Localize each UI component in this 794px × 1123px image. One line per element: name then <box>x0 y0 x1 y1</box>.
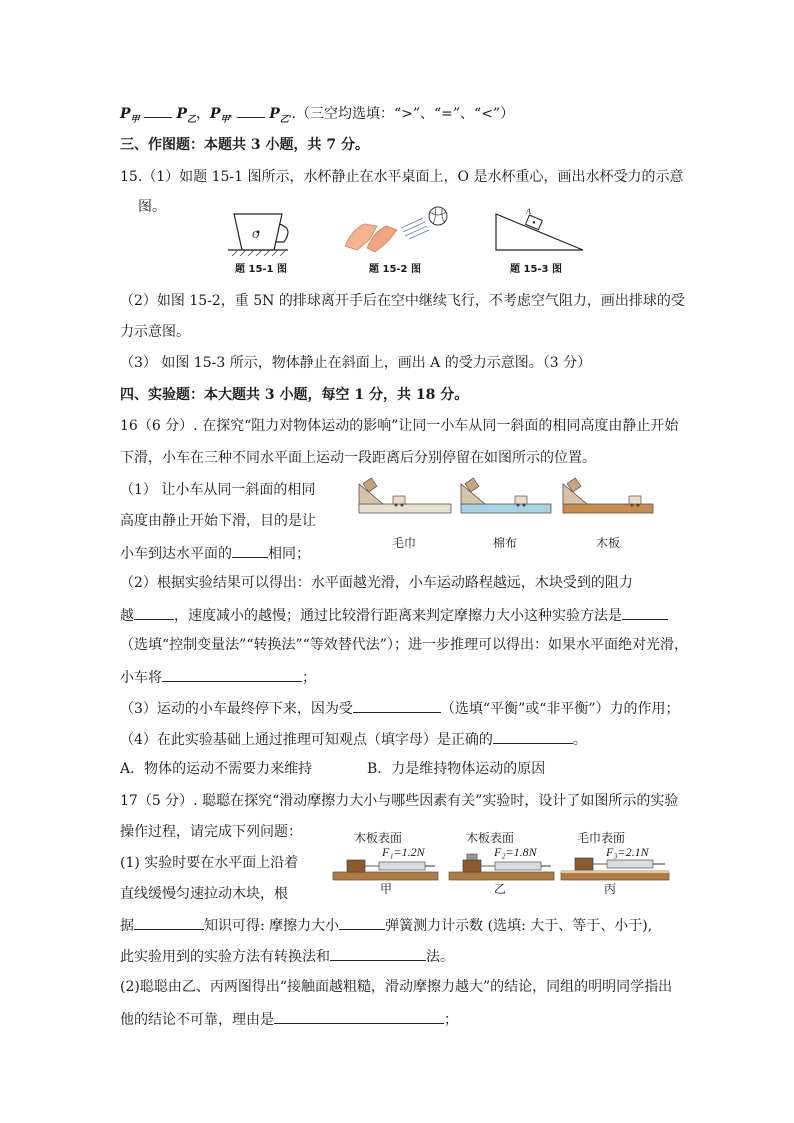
q16-p2-line4 <box>120 667 316 687</box>
center-of-gravity-label: O <box>252 230 260 241</box>
setup-2-force: F₂=1.8N <box>494 845 537 859</box>
fig-15-2-caption: 题 15-2 图 <box>369 264 421 275</box>
pressure-symbol: P <box>120 106 131 122</box>
block-a-label: A <box>526 207 531 216</box>
setup-2-surface: 木板表面 <box>466 831 515 845</box>
q15-part2-line2: 力示意图。 <box>120 324 190 340</box>
surface-label-towel: 毛巾 <box>392 536 417 550</box>
text: 他的结论不可靠，理由是 <box>120 1012 274 1028</box>
setup-3-surface: 毛巾表面 <box>577 831 626 845</box>
text: 据 <box>120 918 134 934</box>
q15-part3-line: （3） 如图 15-3 所示，物体静止在斜面上，画出 A 的受力示意图。（3 分） <box>120 355 592 371</box>
q17-p2-line1: (2)聪聪由乙、丙两图得出“接触面越粗糙，滑动摩擦力越大”的结论，同组的明明同学指出 <box>120 979 673 995</box>
separator: ， <box>196 106 210 122</box>
comparison-line <box>120 103 514 129</box>
text: 弹簧测力计示数 (选填: 大于、等于、小于), <box>385 918 653 934</box>
volleyball-figure <box>343 206 463 256</box>
q17-p1-line1: (1) 实验时要在水平面上沿着 <box>120 855 299 871</box>
surface-label-wood: 木板 <box>596 536 621 550</box>
q17-p1-line3 <box>120 915 652 935</box>
q17-p1-line2: 直线缓慢匀速拉动木块，根 <box>120 886 288 902</box>
setup-3-force: F₃=2.1N <box>606 845 649 859</box>
q16-option-a: A．物体的运动不需要力来维持 <box>120 761 313 777</box>
q17-p2-line2 <box>120 1009 458 1029</box>
surface-label-cotton: 棉布 <box>493 536 518 550</box>
answer-blank[interactable] <box>622 605 668 620</box>
text: 此实验用到的实验方法有转换法和 <box>120 949 330 965</box>
text: 。 <box>572 732 587 748</box>
subscript: 乙' <box>279 114 292 125</box>
text: 小车将 <box>120 670 162 686</box>
q17-intro-line2: 操作过程，请完成下列问题： <box>120 824 302 840</box>
text: 越 <box>120 608 134 624</box>
setup-2-name: 乙 <box>494 882 507 896</box>
q16-option-b: B．力是维持物体运动的原因 <box>367 761 546 777</box>
section-4-title: 四、实验题：本大题共 3 小题，每空 1 分，共 18 分。 <box>120 387 469 403</box>
text: ； <box>444 1012 458 1028</box>
subscript: 甲' <box>220 114 233 125</box>
text: ，速度减小的越慢；通过比较滑行距离来判定摩擦力大小这种实验方法是 <box>174 608 622 624</box>
setup-1-apparatus <box>333 860 438 880</box>
q16-p4-line <box>120 729 587 749</box>
setup-3-name: 丙 <box>604 882 617 896</box>
text: 法。 <box>426 949 454 965</box>
q16-p1-line1: （1） 让小车从同一斜面的相同 <box>120 482 316 498</box>
ramp-towel <box>359 478 451 513</box>
answer-blank[interactable] <box>144 103 172 118</box>
setup-1-name: 甲 <box>380 882 393 896</box>
text: （4）在此实验基础上通过推理可知观点（填字母）是正确的 <box>120 732 493 748</box>
answer-blank[interactable] <box>232 543 268 558</box>
q16-p2-line2 <box>120 605 668 625</box>
answer-blank[interactable] <box>330 946 426 961</box>
q16-p1-line3 <box>120 543 310 563</box>
setup-1-force: F₁=1.2N <box>382 845 425 859</box>
q17-intro-line1: 17（5 分）. 聪聪在探究“滑动摩擦力大小与哪些因素有关”实验时，设计了如图所示的实验 <box>120 793 679 809</box>
text: 小车到达水平面的 <box>120 546 232 562</box>
setup-3-apparatus <box>561 858 669 880</box>
ramp-cotton <box>461 478 551 513</box>
q16-p1-line2: 高度由静止开始下滑，目的是让 <box>120 513 316 529</box>
text: （3）运动的小车最终停下来，因为受 <box>120 701 353 717</box>
text: 相同； <box>268 546 310 562</box>
text: ； <box>302 670 316 686</box>
q17-p1-line4 <box>120 946 454 966</box>
answer-blank[interactable] <box>134 915 204 930</box>
setup-1-surface: 木板表面 <box>354 831 403 845</box>
q16-p2-line3: （选填“控制变量法”“转换法”“等效替代法”）；进一步推理可以得出：如果水平面绝对光滑， <box>120 637 688 653</box>
answer-blank[interactable] <box>134 605 174 620</box>
answer-blank[interactable] <box>339 915 385 930</box>
pressure-symbol: P <box>269 106 280 122</box>
incline-figure <box>491 212 586 257</box>
answer-blank[interactable] <box>162 667 302 682</box>
q16-intro-line2: 下滑，小车在三种不同水平面上运动一段距离后分别停留在如图所示的位置。 <box>120 450 596 466</box>
q16-p2-line1: （2）根据实验结果可以得出：水平面越光滑，小车运动路程越远，木块受到的阻力 <box>120 575 633 591</box>
q16-intro-line1: 16（6 分）. 在探究“阻力对物体运动的影响”让同一小车从同一斜面的相同高度由静止开始 <box>120 418 679 434</box>
pressure-symbol: P <box>210 106 221 122</box>
ramp-wood <box>563 478 653 513</box>
setup-2-apparatus <box>449 854 554 880</box>
q15-part1-line1: 15.（1）如题 15-1 图所示，水杯静止在水平桌面上，O 是水杯重心，画出水杯受力的示意 <box>120 169 684 185</box>
answer-blank[interactable] <box>237 103 265 118</box>
text: 知识可得: 摩擦力大小 <box>204 918 340 934</box>
text: （选填“平衡”或“非平衡”）力的作用； <box>440 701 680 717</box>
section-3-title: 三、作图题：本题共 3 小题，共 7 分。 <box>120 137 369 153</box>
q15-part2-line1: （2）如图 15-2，重 5N 的排球离开手后在空中继续飞行，不考虑空气阻力，画出排球的受 <box>120 293 685 309</box>
instruction: .（三空均选填：“>”、“=”、“<”） <box>291 106 515 122</box>
ramps-figure <box>357 474 657 522</box>
answer-blank[interactable] <box>353 698 441 713</box>
answer-blank[interactable] <box>274 1009 444 1024</box>
fig-15-1-caption: 题 15-1 图 <box>235 264 287 275</box>
subscript: 乙 <box>186 114 196 125</box>
friction-setups-figure <box>333 852 673 882</box>
q16-p3-line <box>120 698 680 718</box>
subscript: 甲 <box>130 114 140 125</box>
fig-15-3-caption: 题 15-3 图 <box>510 264 562 275</box>
pressure-symbol: P <box>176 106 187 122</box>
answer-blank[interactable] <box>493 729 573 744</box>
q15-part1-line2: 图。 <box>138 199 166 215</box>
